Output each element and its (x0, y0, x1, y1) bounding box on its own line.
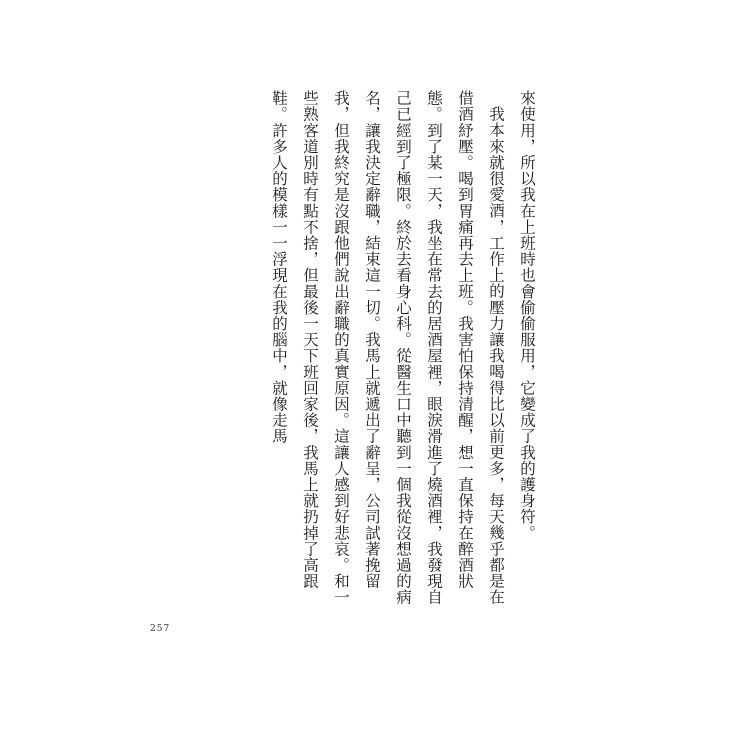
page-number: 257 (150, 624, 171, 634)
paragraph-2: 我本來就很愛酒，工作上的壓力讓我喝得比以前更多，每天幾乎都是在借酒紓壓。喝到胃痛再去上班。我害怕保持清醒，想一直保持在醉酒狀態。到了某一天，我坐在常去的居酒屋裡，眼淚滑進了燒酒裡，我發現自己已經到了極限。終於去看身心科。從醫生口中聽到一個我從沒想過的病名，讓我決定辭職，結束這一切。我馬上就遞出了辭呈，公司試著挽留我，但我終究是沒跟他們說出辭職的真實原因。這讓人感到好悲哀。和一些熟客道別時有點不捨，但最後一天下班回家後，我馬上就扔掉了高跟鞋。許多人的模樣一一浮現在我的腦中，就像走馬 (270, 90, 505, 606)
paragraph-1: 來使用，所以我在上班時也會偷偷服用，它變成了我的護身符。 (518, 90, 536, 541)
vertical-text-body (263, 90, 542, 610)
